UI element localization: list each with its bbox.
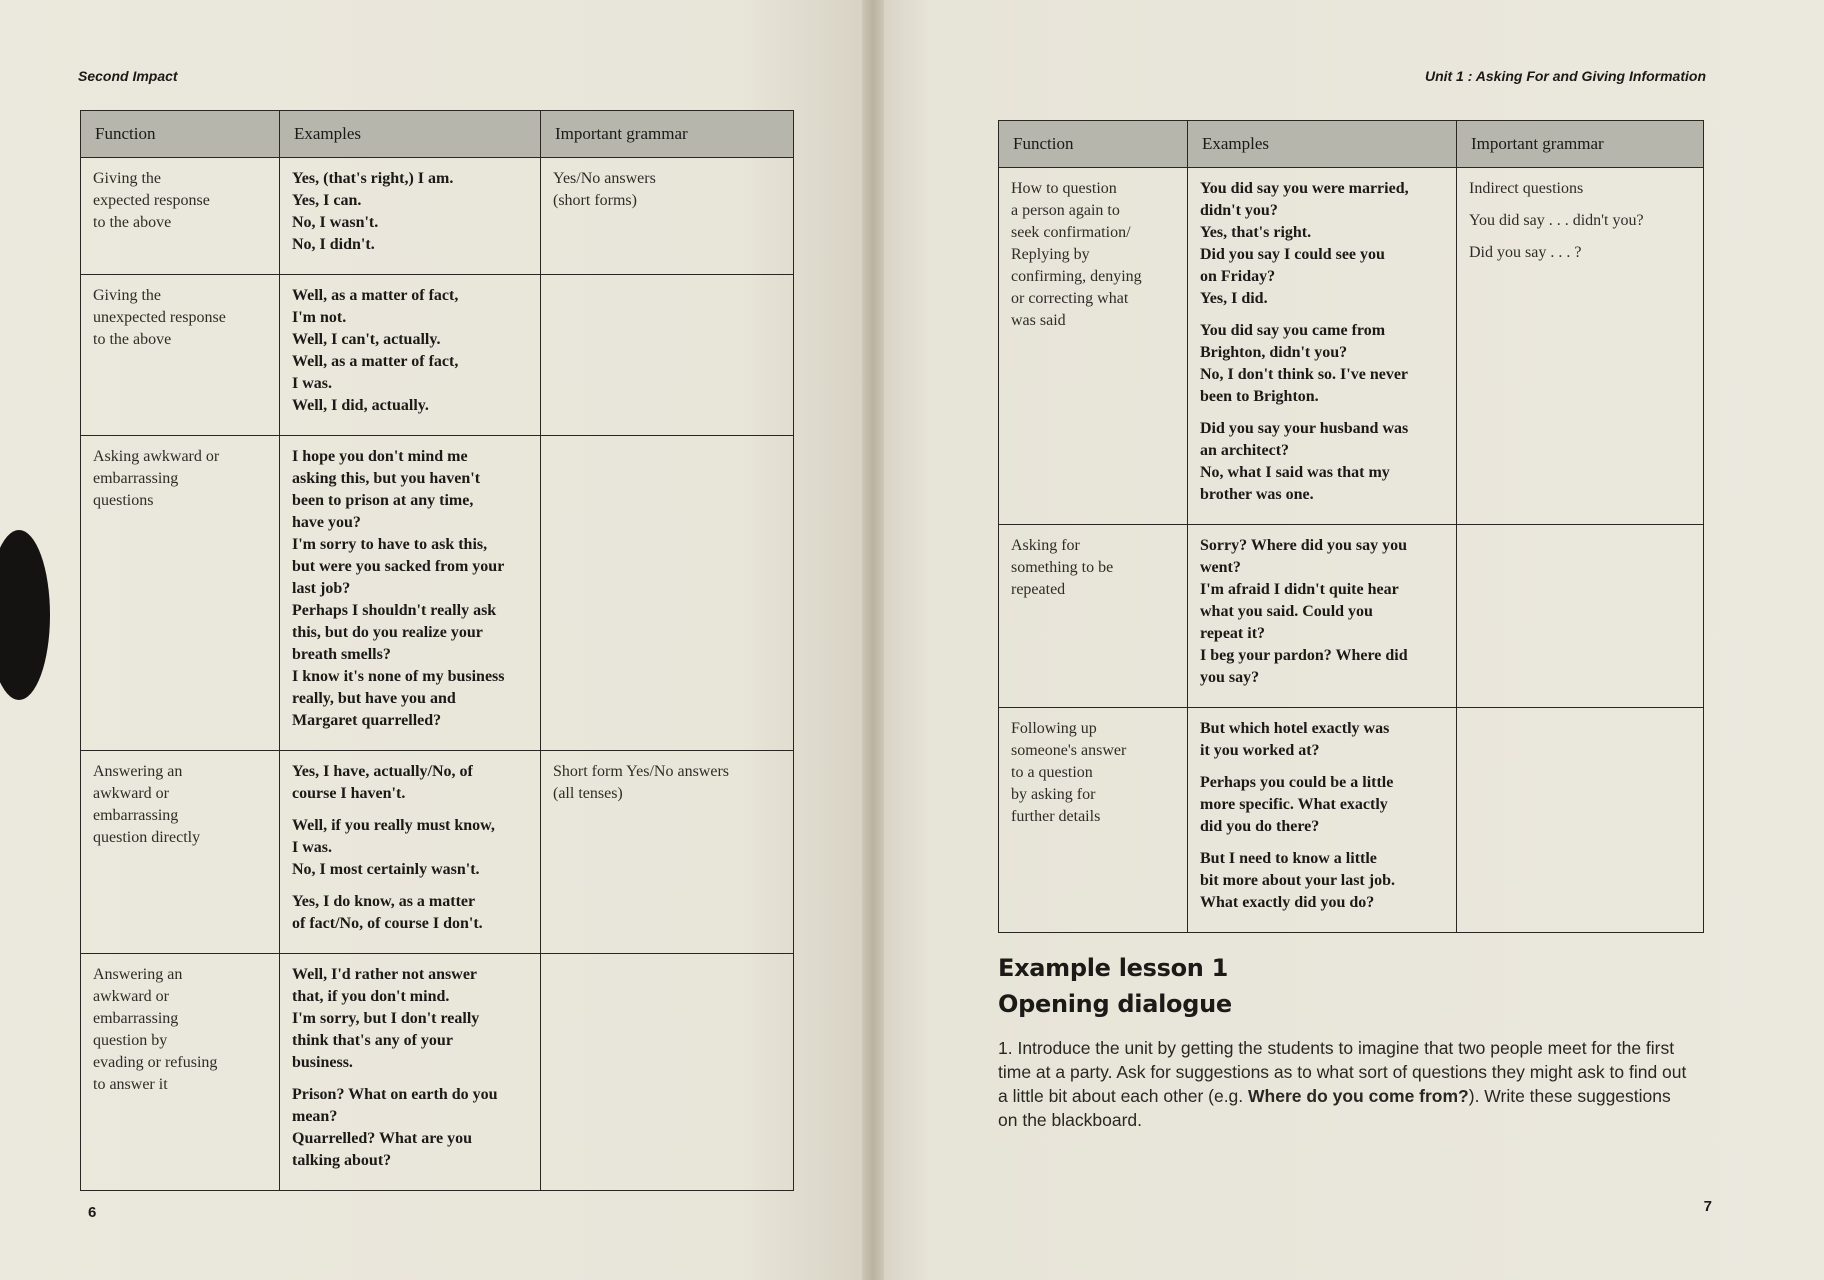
example-lesson-section bbox=[998, 950, 1688, 1132]
example-text: But I need to know a little bit more about your last job. What exactly did you do? bbox=[1200, 850, 1395, 911]
table-body bbox=[81, 158, 794, 1191]
examples-cell bbox=[280, 275, 541, 436]
example-text: Well, as a matter of fact, I'm not. Well, I can't, actually. Well, as a matter of fact, I was. Well, I did, actually. bbox=[292, 287, 459, 414]
function-cell bbox=[81, 436, 280, 751]
example-text: Well, I'd rather not answer that, if you don't mind. I'm sorry, but I don't really think that's any of your business. bbox=[292, 966, 480, 1071]
book-gutter bbox=[862, 0, 884, 1280]
header-function: Function bbox=[81, 111, 280, 158]
right-function-table bbox=[998, 120, 1704, 933]
table-row bbox=[999, 168, 1704, 525]
function-cell bbox=[999, 168, 1188, 525]
table-body bbox=[999, 168, 1704, 933]
grammar-cell bbox=[541, 954, 794, 1191]
table-row bbox=[999, 525, 1704, 708]
example-text: Yes, I do know, as a matter of fact/No, of course I don't. bbox=[292, 893, 483, 932]
examples-cell bbox=[280, 751, 541, 954]
grammar-cell bbox=[1457, 168, 1704, 525]
function-cell bbox=[999, 525, 1188, 708]
function-text: Giving the expected response to the above bbox=[93, 170, 210, 231]
page-number-left: 6 bbox=[88, 1204, 97, 1221]
lesson-paragraph bbox=[998, 1036, 1688, 1132]
example-text: Prison? What on earth do you mean? Quarrelled? What are you talking about? bbox=[292, 1086, 498, 1169]
page-number-right: 7 bbox=[1703, 1198, 1712, 1215]
function-text: How to question a person again to seek confirmation/ Replying by confirming, denying or correcting what was said bbox=[1011, 180, 1142, 329]
examples-cell bbox=[280, 954, 541, 1191]
grammar-cell bbox=[1457, 525, 1704, 708]
example-text: I hope you don't mind me asking this, but you haven't been to prison at any time, have you? I'm sorry to have to ask this, but were you sacked from your last job? Perhaps I shouldn't really ask this, but do you realize your breath smells? I know it's none of my business really, but have you and Margaret quarrelled? bbox=[292, 448, 505, 729]
lesson-subheading: Opening dialogue bbox=[998, 990, 1232, 1018]
table-row bbox=[999, 708, 1704, 933]
table-header-row bbox=[81, 111, 794, 158]
function-cell bbox=[81, 158, 280, 275]
table-row bbox=[81, 751, 794, 954]
header-examples: Examples bbox=[280, 111, 541, 158]
lesson-paragraph-text: 1. Introduce the unit by getting the students to imagine that two people meet for the first time at a party. Ask for suggestions as to what sort of questions they might ask to find out a little bit about each other (e.g. bbox=[998, 1038, 1687, 1106]
function-text: Asking for something to be repeated bbox=[1011, 537, 1114, 598]
grammar-cell bbox=[541, 275, 794, 436]
function-cell bbox=[81, 275, 280, 436]
table-row bbox=[81, 954, 794, 1191]
example-text: You did say you were married, didn't you? Yes, that's right. Did you say I could see you on Friday? Yes, I did. bbox=[1200, 180, 1409, 307]
grammar-text: Short form Yes/No answers (all tenses) bbox=[553, 763, 729, 802]
example-text: You did say you came from Brighton, didn't you? No, I don't think so. I've never been to Brighton. bbox=[1200, 322, 1409, 405]
left-page bbox=[0, 0, 872, 1280]
function-text: Giving the unexpected response to the above bbox=[93, 287, 226, 348]
function-text: Following up someone's answer to a question by asking for further details bbox=[1011, 720, 1127, 825]
left-function-table bbox=[80, 110, 794, 1191]
grammar-cell bbox=[541, 751, 794, 954]
example-text: But which hotel exactly was it you worked at? bbox=[1200, 720, 1390, 759]
examples-cell bbox=[280, 158, 541, 275]
example-text: Sorry? Where did you say you went? I'm afraid I didn't quite hear what you said. Could you repeat it? I beg your pardon? Where did you say? bbox=[1200, 537, 1408, 686]
lesson-heading: Example lesson 1 bbox=[998, 954, 1229, 982]
function-text: Answering an awkward or embarrassing question directly bbox=[93, 763, 201, 846]
binding-hole bbox=[0, 530, 50, 700]
table-header-row bbox=[999, 121, 1704, 168]
example-text: Well, if you really must know, I was. No, I most certainly wasn't. bbox=[292, 817, 495, 878]
grammar-text: Did you say . . . ? bbox=[1469, 244, 1582, 261]
function-cell bbox=[81, 954, 280, 1191]
example-text: Perhaps you could be a little more specific. What exactly did you do there? bbox=[1200, 774, 1394, 835]
function-cell bbox=[81, 751, 280, 954]
examples-cell bbox=[1188, 708, 1457, 933]
grammar-cell bbox=[1457, 708, 1704, 933]
grammar-cell bbox=[541, 436, 794, 751]
lesson-paragraph-example: Where do you come from? bbox=[1248, 1086, 1469, 1106]
grammar-cell bbox=[541, 158, 794, 275]
examples-cell bbox=[1188, 168, 1457, 525]
function-cell bbox=[999, 708, 1188, 933]
grammar-text: Indirect questions bbox=[1469, 180, 1584, 197]
header-function: Function bbox=[999, 121, 1188, 168]
running-head-left: Second Impact bbox=[78, 68, 178, 84]
function-text: Answering an awkward or embarrassing question by evading or refusing to answer it bbox=[93, 966, 218, 1093]
function-text: Asking awkward or embarrassing questions bbox=[93, 448, 220, 509]
running-head-right: Unit 1 : Asking For and Giving Information bbox=[1424, 68, 1706, 84]
example-text: Did you say your husband was an architect? No, what I said was that my brother was one. bbox=[1200, 420, 1409, 503]
table-row bbox=[81, 158, 794, 275]
examples-cell bbox=[1188, 525, 1457, 708]
lesson-paragraph-text-end: ). Write these suggestions on the blackboard. bbox=[998, 1086, 1671, 1130]
header-examples: Examples bbox=[1188, 121, 1457, 168]
table-row bbox=[81, 275, 794, 436]
example-text: Yes, (that's right,) I am. Yes, I can. No, I wasn't. No, I didn't. bbox=[292, 170, 454, 253]
examples-cell bbox=[280, 436, 541, 751]
grammar-text: Yes/No answers (short forms) bbox=[553, 170, 656, 209]
header-grammar: Important grammar bbox=[541, 111, 794, 158]
example-text: Yes, I have, actually/No, of course I haven't. bbox=[292, 763, 473, 802]
table-row bbox=[81, 436, 794, 751]
header-grammar: Important grammar bbox=[1457, 121, 1704, 168]
grammar-text: You did say . . . didn't you? bbox=[1469, 212, 1644, 229]
